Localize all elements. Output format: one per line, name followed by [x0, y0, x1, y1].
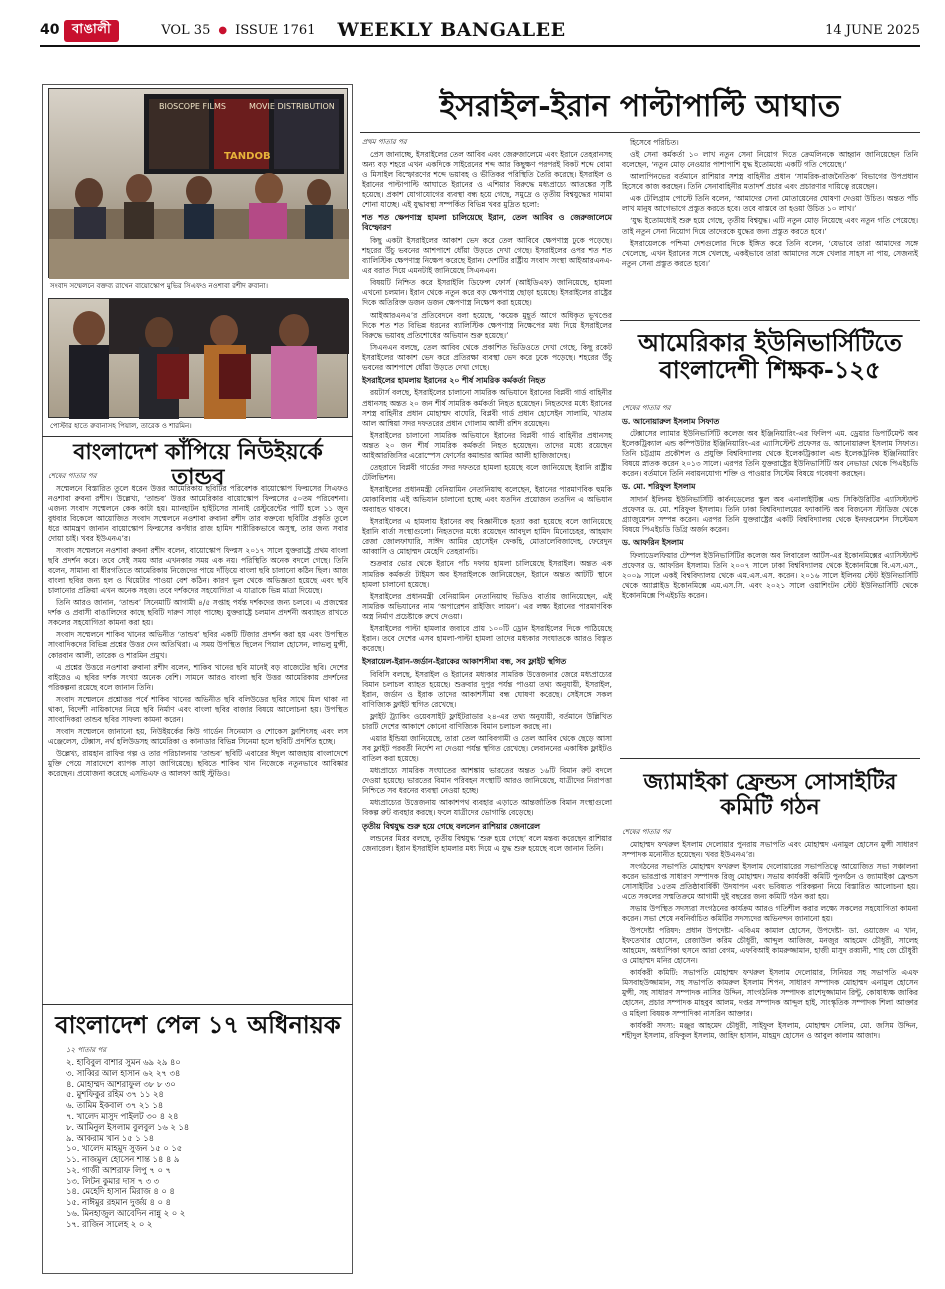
paragraph: হিসেবে পরিচিত।: [630, 138, 679, 147]
press-conference-photo: [48, 88, 348, 278]
subheading: ইসরায়েল-ইরান-জর্ডান-ইরাকের আকাশসীমা বন্ধ, সব ফ্লাইট স্থগিত: [362, 657, 567, 667]
list-item: ৮. আমিনুল ইসলাম বুলবুল ১৬ ২ ১৪: [66, 1121, 190, 1132]
paragraph: লন্ডনের মিরর বলছে, তৃতীয় বিশ্বযুদ্ধ ‘শুরু হয়ে গেছে’ বলে মন্তব্য করেছেন রাশিয়ার জেনারেল। ইরান ইসরাইলি হামলার মধ্য দিয়ে এ যুদ্ধ শুরু হয়েছে বলে জানান তিনি।: [362, 834, 612, 854]
subheading: তৃতীয় বিশ্বযুদ্ধ শুরু হয়ে গেছে বললেন রাশিয়ার জেনারেল: [362, 821, 540, 831]
paragraph: ওই সেনা কর্মকর্তা ১০ লাখ নতুন সেনা নিয়োগ দিতে ক্রেমলিনকে আহ্বান জানিয়েছেন তিনি বলেছেন, ‘নতুন মোড় নেওয়ার পাশাপাশি যুদ্ধ ইতোমধ্যে একটি গতি পেয়েছে।’: [622, 150, 918, 170]
poster-photo-illustration: [49, 299, 349, 419]
paragraph: শুক্রবার ভোর থেকে ইরানে পাঁচ দফায় হামলা চালিয়েছে ইসরাইল। অন্তত এক সামরিক কর্মকর্তা টাইমস অব ইসরাইলকে জানিয়েছেন, ইরানে অন্তত আটটি স্থানে হামলা চালানো হয়েছে।: [362, 559, 612, 589]
press-conference-illustration: [49, 89, 349, 279]
paragraph: সংবাদ সম্মেলনে নওশাবা রুবনা রশীদ বলেন, বায়োস্কোপ ফিল্মস ২০১৭ সালে যুক্তরাষ্ট্রে প্রথম বাংলা ছবি প্রদর্শন করে। তবে সেই সময় আর এখনকার সময় এক নয়। পরিস্থিতি অনেক বদলে গেছে। তিনি বলেন, সামান্য বা ধীরগতিতে আমেরিকায় নিজেদের পায়ে দাঁড়িয়ে বাংলা ছবি চালানো কঠিন ছিল। আজ বাংলা ছবির জন্য হল ও থিয়েটার পাওয়া বেশ কঠিন। কারণ ভুল থেকে অভিজ্ঞতা হয়েছে এবং ছবি চালানোর প্রক্রিয়া এখন অনেক সহজ। তবে দর্শকদের সহযোগিতা এ যাত্রাকে ভিন্ন মাত্রা দিয়েছে।: [48, 545, 348, 596]
list-item: ৪. মোহাম্মদ আশরাফুল ৩৮ ৮ ৩০: [66, 1078, 176, 1089]
publication-title: WEEKLY BANGALEE: [337, 19, 566, 42]
divider: [360, 132, 920, 133]
paragraph: ইসরায়েলকে পশ্চিমা দেশগুলোর দিকে ইঙ্গিত করে তিনি বলেন, ‘যেভাবে তারা আমাদের সঙ্গে খেলেছে, এখন ইরানের সঙ্গে খেলছে, একইভাবে তারা আমাদের সঙ্গে খেলার সাহস না পায়, সেজন্যই নতুন সেনা প্রস্তুত করতে হবে।’: [622, 238, 918, 268]
paragraph: ইসরাইলের পাল্টা হামলার জবাবে প্রায় ১০০টি ড্রোন ইসরাইলের দিকে পাঠিয়েছে ইরান। তবে দেশের এসব হামলা-পাল্টা হামলা তাদের মধ্যকার সংঘাতকে আরও বিস্তৃত করেছে।: [362, 623, 612, 653]
paragraph: ফিলাডেলফিয়ার টেম্পল ইউনিভার্সিটির কলেজ অব লিবারেল আর্টস-এর ইকোনমিক্সের এ্যাসিস্ট্যান্ট প্রফেসর ড. আফরিন ইসলাম। তিনি ২০০৭ সালে ঢাকা বিশ্ববিদ্যালয় থেকে ইকোনমিক্সে বি.এস.এস., ২০০৯ সালে একই বিশ্ববিদ্যালয় থেকে এম.এস.এস. করেন। ২০১৬ সালে ইলিনয় স্টেট ইউনিভার্সিটি থেকে অ্যাপ্লাইড ইকোনমিক্সে এম.এস.সি. এবং ২০২১ সালে ওয়াশিংটন স্টেট ইউনিভার্সিটি থেকে ইকোনমিক্সে পিএইচডি করেন।: [622, 550, 918, 601]
article-kicker: শেষের পাতার পর: [622, 404, 671, 412]
list-item: ৩. সাব্বির আল হাসান ৬২ ২৭ ৩৪: [66, 1067, 181, 1078]
headline-university-teachers: আমেরিকার ইউনিভার্সিটিতে বাংলাদেশী শিক্ষক-১২৫: [638, 328, 902, 384]
paragraph: এ প্রশ্নের উত্তরে নওশাবা রুবানা রশীদ বলেন, শাকিব খানের ছবি মানেই বড় বাজেটের ছবি। দেশের বাইরেও এ ছবির দর্শক সংখ্যা অনেক বেশি। সামনে আরও বাংলা ছবি উত্তর আমেরিকায় প্রদর্শনের পরিকল্পনা রয়েছে বলে জানান তিনি।: [48, 662, 348, 692]
subheading: ইসরাইলের হামলায় ইরানের ২০ শীর্ষ সামরিক কর্মকর্তা নিহত: [362, 375, 546, 385]
list-item: ১১. নাজমুল হোসেন শান্ত ১৪ ৪ ৯: [66, 1154, 180, 1165]
paragraph: ইসরাইলের প্রধানমন্ত্রী বেনিয়ামিন নেতানিয়াহু বলেছেন, ইরানের পারমাণবিক হুমকি মোকাবিলায় এই অভিযান চালানো হচ্ছে এবং যতদিন প্রয়োজন ততদিন এ অভিযান অব্যাহত থাকবে।: [362, 485, 612, 515]
divider: [620, 758, 920, 759]
paragraph: আইআরএনএ’র প্রতিবেদনে বলা হয়েছে, ‘কয়েক মুহূর্ত আগে অধিকৃত ভূখণ্ডের দিকে শত শত বিভিন্ন ধরনের ব্যালিস্টিক ক্ষেপণাস্ত্র নিক্ষেপের মধ্য দিয়ে ইসরাইলের বিরুদ্ধে ভয়াবহ প্রতিশোধের অভিযান শুরু হয়েছে।’: [362, 310, 612, 340]
paragraph: সংগঠনের সভাপতি মোহাম্মদ ফখরুল ইসলাম দেলোয়ারের সভাপতিত্বে আয়োজিত সভা সঞ্চালনা করেন ভারপ্রাপ্ত সাধারণ সম্পাদক রিজু মোহাম্মদ। সভায় কার্যকরী কমিটি পুনর্গঠন ও জ্যামাইকা ফ্রেন্ডস সোসাইটির ১৫তম প্রতিষ্ঠাবার্ষিকী উদযাপন এবং ভবিষ্যত পরিকল্পনা নিয়ে বিস্তারিত আলোচনা হয়। এতে সকলের সম্মতিক্রমে আগামী দুই বছরের জন্য কমিটি গঠন করা হয়।: [622, 861, 918, 901]
subheading: শত শত ক্ষেপণাস্ত্র হামলা চালিয়েছে ইরান, তেল আবিব ও জেরুজালেমে বিস্ফোরণ: [362, 212, 612, 233]
article-israel-iran-body: [362, 138, 612, 1274]
list-item: ৭. খালেদ মাসুদ পাইলট ৩০ ৪ ২৪: [66, 1111, 179, 1121]
paragraph: বিষয়টি নিশ্চিত করে ইসরাইলি ডিফেন্স ফোর্স (আইডিএফ) জানিয়েছে, হামলা এখনো চলমান। ইরান থেকে নতুন করে বড় ক্ষেপণাস্ত্র ছোড়া হয়েছে। ইসরাইলের রাষ্ট্রের দিকে অতিরিক্ত ডজন ডজন ক্ষেপণাস্ত্র নিক্ষেপ করা হয়েছে।: [362, 278, 612, 308]
article-kicker: ১২ পাতার পর: [66, 1046, 107, 1054]
headline-captains: বাংলাদেশ পেল ১৭ অধিনায়ক: [55, 1010, 341, 1039]
article-kicker: শেষের পাতার পর: [622, 828, 671, 836]
list-item: ১৩. লিটন কুমার দাস ৭ ৩ ৩: [66, 1175, 160, 1186]
person-name: ড. মো. শরিফুল ইসলাম: [622, 482, 696, 492]
film-title-text: TANDOB: [224, 151, 271, 162]
page-header: [40, 20, 920, 42]
article-university-body: [622, 404, 918, 744]
paragraph: তিনি আরও জানান, ‘তান্ডব’ সিনেমাটি আগামী ৪/৫ সপ্তাহ পর্যন্ত দর্শকদের জন্য চলবে। এ প্রজন্মের দর্শক ও প্রবাসী বাঙালিদের কাছে ছবিটি দারুণ সাড়া পাচ্ছে। যুক্তরাষ্ট্রে চলমান প্রদর্শনী অব্যাহত রাখতে সকলের সহযোগিতা কামনা করা হয়।: [48, 598, 348, 628]
paragraph: ফ্লাইট ট্র্যাকিং ওয়েবসাইট ফ্লাইটরাডার ২৪-এর তথ্য অনুযায়ী, বর্তমানে উল্লিখিত চারটি দেশের আকাশে কোনো বাণিজ্যিক বিমান চলাচল করছে না।: [362, 711, 612, 731]
paragraph: সংবাদ সম্মেলনে শাকিব খানের অভিনীত ‘তান্ডব’ ছবির একটি টিজার প্রদর্শন করা হয় এবং উপস্থিত সাংবাদিকদের বিভিন্ন প্রশ্নের উত্তর দেন অতিথিরা। এ সময় উপস্থিত ছিলেন পিয়াল হোসেন, লাভলু মুন্সী, কোরবান আলী, তারেক ও শারমিন প্রমুখ।: [48, 630, 348, 660]
article-kicker: প্রথম পাতার পর: [362, 138, 407, 146]
paragraph: মধ্যপ্রাচ্যে সামরিক সংঘাতের আশঙ্কায় ভারতের অন্তত ১৬টি বিমান রুট বদলে দেওয়া হয়েছে। ভারতের বিমান পরিবহন সংস্থাটি আরও জানিয়েছে, যাত্রীদের নিরাপত্তা নিশ্চিতে সব ধরনের ব্যবস্থা নেওয়া হচ্ছে।: [362, 766, 612, 796]
paragraph: সিএনএন বলছে, তেল আবিব থেকে প্রকাশিত ভিডিওতে দেখা গেছে, কিছু রকেট ইসরাইলের আকাশ ভেদ করে প্রতিরক্ষা ব্যবস্থা ভেদ করে ঢুকে পড়েছে। শহরের উঁচু ভবনের আশপাশে ধোঁয়া উড়তে দেখা গেছে।: [362, 342, 612, 372]
divider: [620, 320, 920, 321]
volume-label: VOL 35: [161, 23, 211, 39]
paragraph: সংবাদ সম্মেলনে জানানো হয়, নিউইয়র্কের কিউ গার্ডেন সিনেমাস ও শোকেস ফ্লাশিংসহ এবং লস এঞ্জেলেস, টেক্সাস, নর্থ হলিউডসহ আমেরিকা ও কানাডার বিভিন্ন সিনেমা হলে ছবিটি প্রদর্শিত হচ্ছে।: [48, 726, 348, 747]
paragraph: ইসরাইলের প্রধানমন্ত্রী বেনিয়ামিন নেতানিয়াহু ভিডিও বার্তায় জানিয়েছেন, এই সামরিক অভিযানের নাম ‘অপারেশন রাইজিং লায়ন’। এর লক্ষ্য ইরানের পারমাণবিক অস্ত্র নির্মাণ প্রচেষ্টাকে রুখে দেওয়া।: [362, 591, 612, 621]
bullet-icon: ●: [218, 25, 228, 37]
paragraph: আলাপিনভের বর্তমানে রাশিয়ার সশস্ত্র বাহিনীর প্রধান ‘সামরিক-রাজনৈতিক’ বিভাগের উপপ্রধান হিসেবে কাজ করছেন। তিনি সেনাবাহিনীর মতাদর্শ প্রচার এবং প্রচারণার দায়িত্বে রয়েছেন।: [622, 172, 918, 192]
header-rule: [40, 45, 920, 47]
paragraph: উল্লেখ্য, রায়হান রাফির গল্প ও তার পরিচালনায় ‘তান্ডব’ ছবিটি এবারের ঈদুল আজহায় বাংলাদেশে মুক্তি পেয়ে সারাদেশে ব্যাপক সাড়া জাগিয়েছে। ছবিতে শাকিব খান নিজেকে নতুনভাবে আবিষ্কার করেছেন। প্রযোজনা করেছে এসভিএফ ও আলফা আই স্টুডিও।: [48, 749, 348, 779]
photo-caption-1: সংবাদ সম্মেলনে বক্তব্য রাখেন বায়োস্কোপ মুভির সিএফও নওশাবা রশীদ রুবানা।: [50, 282, 269, 290]
paragraph: উপদেষ্টা পরিষদ: প্রধান উপদেষ্টা- এবিএম কামাল হোসেন, উপদেষ্টা- ডা. ওয়াজেদ এ খান, ইফতেখার হোসেন, রেজাউল করিম চৌধুরী, আব্দুল আজিজ, মনজুর আহমেদ চৌধুরী, সালেহ আহমেদ, অধ্যাপিকা হুসনে আরা বেগম, এফবিআই কামরুজ্জামান, হাজী মাসুদ রব্বানী, শাহ জে চৌধুরী ও মোহাম্মদ মনির হোসেন।: [622, 926, 918, 966]
divider: [42, 1004, 353, 1005]
list-item: ৬. তামিম ইকবাল ৩৭ ২১ ১৪: [66, 1100, 164, 1111]
article-israel-iran-continued: [622, 138, 918, 314]
paragraph: সংবাদ সম্মেলনে প্রশ্নোত্তর পর্বে শাকিব খানের অভিনীত ছবি বলিউডের ছবির সাথে মিল থাকা না থাকা, বিদেশী নায়িকাদের নিয়ে ছবি নির্মাণ এবং বাংলা ছবির বাজার বিষয়ে আলোচনা হয়। উপস্থিত সাংবাদিকরা তান্ডব ছবির সাফল্য কামনা করেন।: [48, 694, 348, 724]
paragraph: রয়টার্স বলছে, ইসরাইলের চালানো সামরিক অভিযানে ইরানের বিপ্লবী গার্ড বাহিনীর প্রধানসহ অন্তত ২০ জন শীর্ষ সামরিক কর্মকর্তা নিহত হয়েছেন। নিহতদের মধ্যে ইরানের সশস্ত্র বাহিনীর প্রধান মোহাম্মদ বাঘেরি, বিপ্লবী গার্ড প্রধান হোসেইন সালামি, খাতাম আল আম্বিয়া সদর দফতরের প্রধান গোলাম আলী রশিদ রয়েছেন।: [362, 388, 612, 428]
paragraph: কার্যকরী কমিটি: সভাপতি মোহাম্মদ ফখরুল ইসলাম দেলোয়ার, সিনিয়র সহ সভাপতি এএফ মিসবাহউজ্জামান, সহ সভাপতি কামরুল ইসলাম শিপন, সাধারণ সম্পাদক মোহাম্মদ এনামুল হোসেন মুন্সী, সহ সাধারণ সম্পাদক নাসির উদ্দিন, সাংগঠনিক সম্পাদক রাশেদুজ্জামান রিন্টু, কোষাধ্যক্ষ জাকির হোসেন, প্রচার সম্পাদক মাহবুব আলম, দপ্তর সম্পাদক আব্দুল হাই, সাংস্কৃতিক সম্পাদক শিলা আক্তার ও মহিলা বিষয়ক সম্পাদিকা নাসরিন আক্তার।: [622, 968, 918, 1018]
list-item: ১৬. মিনহাজুল আবেদিন নান্নু ২ ০ ২: [66, 1208, 186, 1219]
paragraph: মধ্যপ্রাচ্যের উত্তেজনায় আকাশপথ ব্যবহার এড়াতে আন্তর্জাতিক বিমান সংস্থাগুলো বিকল্প রুট ব্যবহার করছে। ফলে যাত্রীদের ভোগান্তি বেড়েছে।: [362, 798, 612, 818]
headline-jamaica-friends: জ্যামাইকা ফ্রেন্ডস সোসাইটির কমিটি গঠন: [643, 769, 897, 820]
paragraph: সম্মেলনে বিস্তারিত তুলে ধরেন উত্তর আমেরিকায় ছবিটির পরিবেশক বায়োস্কোপ ফিল্মসের সিএফও নওশাবা রুবনা রশীদ। উল্লেখ্য, ‘তান্ডব’ উত্তর আমেরিকার বায়োস্কোপ ফিল্মসের ৫০তম পরিবেশনা। এজন্য সংবাদ সম্মেলনে কেক কাটা হয়। ম্যানহাটন হাইটসের সানাই রেস্টুরেন্টের পার্টি হলে ১১ জুন বুধবার বিকেলে আয়োজিত সংবাদ সম্মেলনে নওশাবা রুবানা রশীদ তার বক্তব্যে ছবিটির প্রকৃতি তুলে ধরে আমন্ত্রণ জানান বায়োস্কোপ ফিল্মসের কর্ণধার রাজ হামিদ শারীরিকভাবে অসুস্থ, তার জন্য সবার দোয়া চাই। খবর ইউএনএ’র।: [48, 483, 348, 543]
headline-israel-iran: ইসরাইল-ইরান পাল্টাপাল্টি আঘাত: [439, 89, 841, 124]
person-name: ড. আনোয়ারুল ইসলাম সিফাত: [622, 416, 720, 426]
issue-meta: [161, 22, 315, 40]
divider: [42, 436, 353, 437]
list-item: ২. হাবিবুল বাশার সুমন ৬৯ ২৯ ৪০: [66, 1057, 181, 1068]
article-jamaica-body: [622, 828, 918, 1272]
paragraph: বিবিসি বলছে, ইসরাইল ও ইরানের মধ্যকার সামরিক উত্তেজনার জেরে মধ্যপ্রাচ্যের বিমান চলাচল ব্যাহত হয়েছে। শুক্রবার দুপুর পর্যন্ত পাওয়া তথ্য অনুযায়ী, ইসরাইল, ইরান, জর্ডান ও ইরাক তাদের আকাশসীমা বন্ধ ঘোষণা করেছে। সেইসঙ্গে সকল বাণিজ্যিক ফ্লাইট স্থগিত রেখেছে।: [362, 669, 612, 709]
banner-text-2: MOVIE DISTRIBUTION: [249, 102, 335, 111]
article-tandob-body: [48, 472, 348, 779]
list-item: ৫. মুশফিকুর রহিম ৩৭ ১১ ২৪: [66, 1089, 164, 1100]
paragraph: ‘যুদ্ধ ইতোমধ্যেই শুরু হয়ে গেছে, তৃতীয় বিশ্বযুদ্ধ। এটি নতুন মোড় নিয়েছে এবং নতুন গতি পেয়েছে। তাই নতুন সেনা নিয়োগ দিয়ে তাদেরকে যুদ্ধের জন্য প্রস্তুত করতে হবে।’: [622, 216, 918, 236]
person-name: ড. আফরিন ইসলাম: [622, 538, 684, 548]
paragraph: এয়ার ইন্ডিয়া জানিয়েছে, তারা তেল আবিবগামী ও তেল আবিব থেকে ছেড়ে আসা সব ফ্লাইট পরবর্তী নির্দেশ না দেওয়া পর্যন্ত স্থগিত রেখেছে। লেবাননের একাধিক ফ্লাইটও বাতিল করা হয়েছে।: [362, 734, 612, 764]
list-item: ১৪. মেহেদি হাসান মিরাজ ৪ ০ ৪: [66, 1186, 175, 1197]
paragraph: এক টেলিগ্রাম পোস্টে তিনি বলেন, ‘আমাদের সেনা মোতায়েনের ঘোষণা দেওয়া উচিত। অন্তত পাঁচ লাখ মানুষ আগেভাগে প্রস্তুত করতে হবে। তবে বাস্তবে তা হওয়া উচিত ১০ লাখ।’: [622, 194, 918, 214]
list-item: ১০. খালেদ মাহমুদ সুজন ১৫ ০ ১৫: [66, 1143, 183, 1154]
paragraph: কার্যকরী সদস্য: মঞ্জুর আহমেদ চৌধুরী, সাইফুল ইসলাম, মোহাম্মদ সেলিম, মো. জসিম উদ্দিন, শহীদুল ইসলাম, রফিকুল ইসলাম, জাহিদ হাসান, মাহমুদ হোসেন ও আবুল কালাম আজাদ।: [622, 1020, 918, 1040]
paragraph: সাদার্ন ইলিনয় ইউনিভার্সিটি কার্বনডেলের স্কুল অব এনালাইটিক্স এন্ড সিকিউরিটির এ্যাসিস্ট্যান্ট প্রফেসর ড. মো. শরিফুল ইসলাম। তিনি ঢাকা বিশ্ববিদ্যালয়ের ফ্যাকাল্টি অব বিজনেস স্টাডিজ থেকে গ্র্যাজুয়েশন সম্পন্ন করেন। এরপর তিনি যুক্তরাষ্ট্রের একটি বিশ্ববিদ্যালয় থেকে ইনফরমেশন সিস্টেমস বিষয়ে পিএইচডি ডিগ্রি অর্জন করেন।: [622, 495, 918, 535]
photo-caption-2: পোস্টার হাতে রুবানাসহ পিয়াল, তারেক ও শারমিন।: [50, 422, 192, 430]
paragraph: প্রেস জানাচ্ছে, ইসরাইলের তেল আবিব এবং জেরুজালেমে এবং ইরানে তেহরানসহ অন্য বড় শহরে এখন একদিকে সাইরেনের শব্দ আর কিছুক্ষণ পরপরই বিকট শব্দে বোমা ও মিসাইল বিস্ফোরণের শব্দে ভয়াবহ ও ভীতিকর পরিস্থিতি তৈরি করেছে। ইসরাইল ও ইরানের পাল্টাপাল্টি আঘাতে ইরানের ও এশিয়ার বিরুদ্ধে মধ্যপ্রাচ্যে আতঙ্কের সৃষ্টি হয়েছে। প্রকাশ যোগাযোগের ব্যবস্থা বন্ধ হয়ে গেছে, সমুদ্রে ও তৃতীয় বিশ্বযুদ্ধের দামামা শোনা যাচ্ছে। এই যুদ্ধাবস্থা সম্পর্কিত বিভিন্ন খবর মুদ্রিত হলো:: [362, 149, 612, 209]
masthead-logo: বাঙালী: [64, 20, 119, 42]
poster-photo: [48, 298, 348, 418]
paragraph: সভায় উপস্থিত সদস্যরা সংগঠনের কার্যক্রম আরও গতিশীল করার লক্ষ্যে সকলের সহযোগিতা কামনা করেন। সভা শেষে নবনির্বাচিত কমিটির সদস্যদের অভিনন্দন জানানো হয়।: [622, 903, 918, 923]
headline-tandob: বাংলাদেশ কাঁপিয়ে নিউইয়র্কে তান্ডব: [73, 439, 323, 490]
list-item: ১৫. নাঈমুর রহমান দুর্জয় ৪ ০ ৪: [66, 1197, 171, 1208]
article-kicker: শেষের পাতার পর: [48, 472, 97, 480]
page-number: 40: [40, 22, 60, 39]
paragraph: ইসরাইলের চালানো সামরিক অভিযানে ইরানের বিপ্লবী গার্ড বাহিনীর প্রধানসহ অন্তত ২০ জন শীর্ষ সামরিক কর্মকর্তা নিহত হয়েছেন। তাদের মধ্যে রয়েছেন আইআরজিসির এরোস্পেস ফোর্সের কমান্ডার আমির আলী হাজিজাদেহ।: [362, 430, 612, 460]
captains-list: [66, 1046, 336, 1230]
paragraph: কিছু একটা ইসরাইলের আকাশ ভেদ করে তেল আবিবে ক্ষেপণাস্ত্র ঢুকে পড়েছে। শহরের উঁচু ভবনের আশপাশে ধোঁয়া উড়তে দেখা গেছে। ইসরাইলের ওপর শত শত ব্যালিস্টিক ক্ষেপণাস্ত্র নিক্ষেপ করেছে ইরান। দেশটির রাষ্ট্রীয় সংবাদ সংস্থা আইআরএনএ-এর বরাত দিয়ে এমনটাই জানিয়েছে সিএনএন।: [362, 236, 612, 276]
banner-text: BIOSCOPE FILMS: [159, 102, 226, 111]
issue-date: 14 JUNE 2025: [825, 23, 920, 39]
paragraph: ইসরাইলের এ হামলায় ইরানের বহু বিজ্ঞানীকে হত্যা করা হয়েছে বলে জানিয়েছে ইরানি বার্তা সংস্থাগুলো। নিহতদের মধ্যে রয়েছেন আবদুল হামিদ মিনোচেহর, আহমাদ রেজা জোলফাঘারি, সাঈদ আমির হোসেইন ফেকহি, মোতালেবিজাদেহ, ফেরেদুন আব্বাসি ও মোহাম্মদ মেহেদি তেহরানচি।: [362, 517, 612, 557]
list-item: ৯. আকরাম খান ১৫ ১ ১৪: [66, 1132, 154, 1143]
list-item: ১২. গাজী আশরাফ লিপু ৭ ০ ৭: [66, 1164, 171, 1175]
paragraph: তেহরানে বিপ্লবী গার্ডের সদর দফতরে হামলা হয়েছে বলে জানিয়েছে ইরানি রাষ্ট্রীয় টেলিভিশন।: [362, 462, 612, 482]
paragraph: মোহাম্মদ ফখরুল ইসলাম দেলোয়ার পুনরায় সভাপতি এবং মোহাম্মদ এনামুল হোসেন মুন্সী সাধারণ সম্পাদক মনোনীত হয়েছেন। খবর ইউএনএ’র।: [622, 839, 918, 859]
list-item: ১৭. রাজিন সালেহ ২ ০ ২: [66, 1218, 153, 1229]
issue-label: ISSUE 1761: [235, 23, 316, 39]
paragraph: টেক্সাসের ল্যামার ইউনিভার্সিটি কলেজ অব ইঞ্জিনিয়ারিং-এর ফিলিপ এম. ড্রেয়ার ডিপার্টমেন্ট অব ইলেকট্রিক্যাল এন্ড কম্পিউটার ইঞ্জিনিয়ারিং-এর এ্যাসিস্টেন্ট প্রফেসর ড. আনোয়ারুল ইসলাম সিফাত। তিনি চট্টগ্রাম প্রকৌশল ও প্রযুক্তি বিশ্ববিদ্যালয় থেকে ইলেকট্রিক্যাল এন্ড ইলেকট্রনিক ইঞ্জিনিয়ারিং বিষয়ে স্নাতক করেন ২০১৩ সালে। এরপর তিনি যুক্তরাষ্ট্রের ইউনিভার্সিটি অব নেভাডা থেকে পিএইচডি করেন। বর্তমানে তিনি নবায়নযোগ্য শক্তি ও পাওয়ার সিস্টেম বিষয়ে গবেষণা করছেন।: [622, 429, 918, 479]
